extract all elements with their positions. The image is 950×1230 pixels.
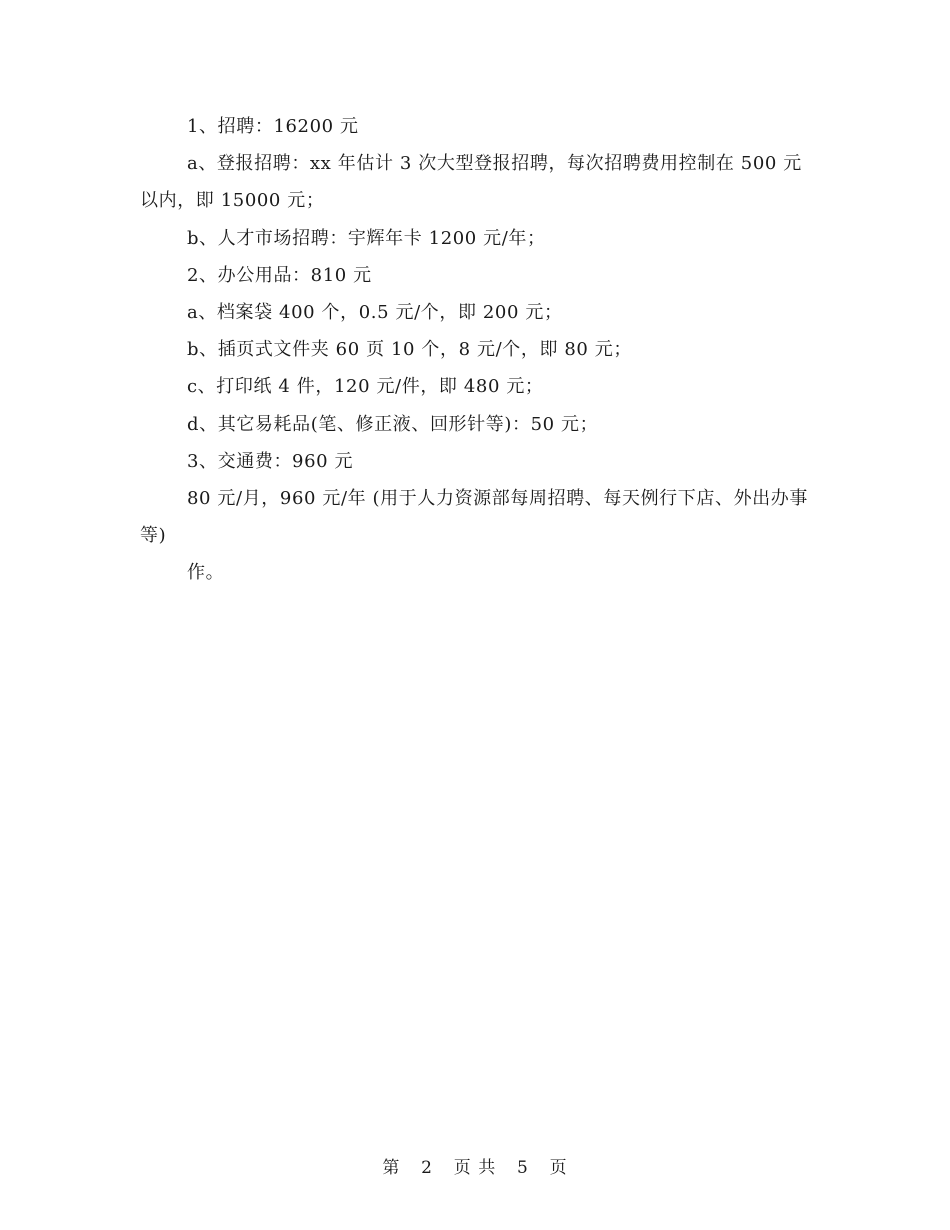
footer-middle: 页 共 (453, 1158, 497, 1178)
paragraph-newspaper-recruitment: a、登报招聘：xx 年估计 3 次大型登报招聘，每次招聘费用控制在 500 元以内，即 15000 元； (140, 153, 802, 212)
page-footer (0, 1153, 950, 1178)
paragraph-folders: b、插页式文件夹 60 页 10 个，8 元/个，即 80 元； (187, 339, 633, 361)
paragraph-transport-detail: 80 元/月，960 元/年 (用于人力资源部每周招聘、每天例行下店、外出办事等) (140, 488, 808, 547)
paragraph-office-supplies-total: 2、办公用品：810 元 (187, 264, 372, 286)
paragraph-printing-paper: c、打印纸 4 件，120 元/件，即 480 元； (187, 376, 544, 398)
footer-page-number: 2 (421, 1158, 433, 1178)
footer-suffix: 页 (549, 1158, 568, 1178)
footer-total-pages: 5 (517, 1158, 529, 1178)
paragraph-other-consumables: d、其它易耗品(笔、修正液、回形针等)：50 元； (187, 413, 599, 435)
paragraph-talent-market-recruitment: b、人才市场招聘：宇辉年卡 1200 元/年； (187, 227, 546, 249)
footer-prefix: 第 (382, 1158, 401, 1178)
paragraph-trailing-fragment: 作。 (187, 562, 225, 584)
paragraph-file-bags: a、档案袋 400 个，0.5 元/个，即 200 元； (187, 302, 563, 324)
document-body (140, 108, 815, 592)
paragraph-recruitment-total: 1、招聘：16200 元 (187, 116, 359, 137)
paragraph-transport-total: 3、交通费：960 元 (187, 450, 354, 472)
